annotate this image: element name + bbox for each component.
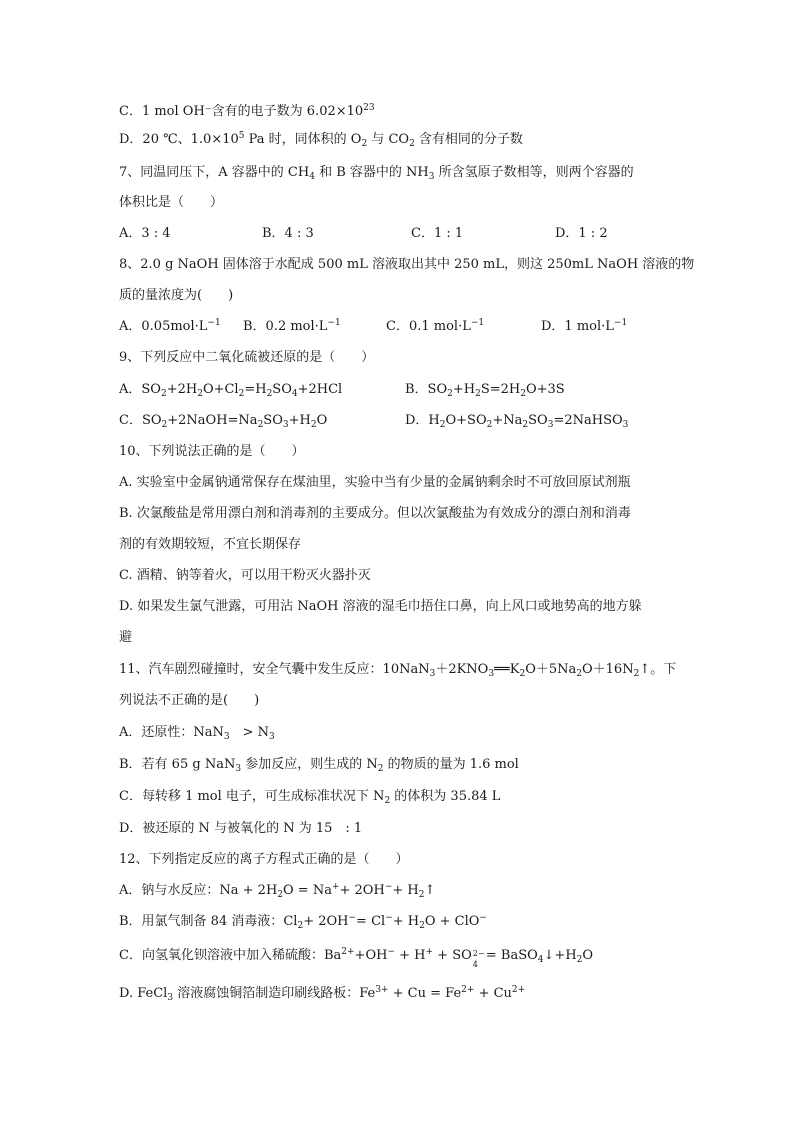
text-run: +2H: [166, 382, 198, 397]
text-run: 11、汽车剧烈碰撞时，安全气囊中发生反应：10NaN: [119, 662, 430, 677]
q12-option-b: [119, 913, 487, 931]
superscript: −1: [613, 318, 628, 328]
q8-option-c: [386, 318, 484, 336]
text-run: A．还原性：NaN: [119, 725, 224, 740]
superscript: −: [479, 913, 487, 923]
text-run: C．每转移 1 mol 电子，可生成标准状况下 N: [119, 789, 385, 804]
text-run: 7、同温同压下，A 容器中的 CH: [119, 165, 310, 180]
q9-stem: 9、下列反应中二氧化硫被还原的是（ ）: [119, 350, 375, 365]
subscript: 2: [576, 669, 582, 679]
superscript: 2−: [472, 949, 485, 958]
subscript: 3: [428, 172, 435, 182]
subscript: 4: [309, 172, 315, 182]
subscript: 2: [633, 669, 640, 679]
subscript: 2: [277, 890, 284, 900]
text-run: +H: [288, 413, 311, 428]
subscript: 2: [310, 420, 317, 430]
text-run: + H: [394, 948, 426, 963]
text-run: B．用氯气制备 84 消毒液：Cl: [119, 914, 298, 929]
q11-option-a: [119, 724, 275, 742]
text-run: A．SO: [119, 382, 161, 397]
text-run: SO: [528, 413, 548, 428]
subscript: 2: [409, 139, 415, 149]
subscript: 2: [384, 796, 391, 806]
superscript: 2+: [461, 985, 475, 995]
text-run: D．H: [405, 413, 440, 428]
q10-option-b-line2: 剂的有效期较短，不宜长期保存: [119, 537, 302, 552]
text-run: + 2OH: [303, 914, 349, 929]
subscript: 2: [238, 389, 245, 399]
text-run: +2HCl: [297, 382, 343, 397]
text-run: O＋5Na: [525, 662, 577, 677]
text-run: O: [316, 413, 328, 428]
text-run: O+Cl: [202, 382, 239, 397]
superscript: −: [385, 913, 393, 923]
text-run: =2NaHSO: [553, 413, 623, 428]
q11-stem-line1: [119, 661, 676, 679]
text-run: ＋2KNO: [435, 662, 489, 677]
text-run: 和 B 容器中的 NH: [314, 165, 429, 180]
text-run: B．SO: [405, 382, 448, 397]
subscript: 3: [282, 420, 289, 430]
text-run: +Na: [492, 413, 523, 428]
subscript: 2: [486, 420, 493, 430]
q10-option-b-line1: B. 次氯酸盐是常用漂白剂和消毒剂的主要成分。但以次氯酸盐为有效成分的漂白剂和消毒: [119, 506, 631, 521]
text-run: Pa 时，同体积的 O: [244, 132, 362, 147]
q11-option-c: [119, 788, 500, 806]
text-run: O = Na: [283, 883, 332, 898]
subscript: 3: [547, 420, 554, 430]
q11-stem-line2: 列说法不正确的是( ): [119, 693, 260, 708]
subscript: 2: [266, 389, 273, 399]
superscript: 23: [363, 103, 375, 113]
text-run: SO: [272, 382, 292, 397]
text-run: 所含氢原子数相等，则两个容器的: [434, 165, 634, 180]
q8-stem-line1: 8、2.0 g NaOH 固体溶于水配成 500 mL 溶液取出其中 250 mL，则这 250mL NaOH 溶液的物: [119, 257, 695, 272]
text-run: A．钠与水反应：Na + 2H: [119, 883, 278, 898]
text-run: + SO: [433, 948, 472, 963]
text-run: 的体积为 35.84 L: [390, 789, 501, 804]
text-run: +H: [452, 382, 476, 397]
text-run: B．0.2 mol·L: [243, 319, 328, 334]
subscript: 3: [488, 669, 495, 679]
superscript: −1: [327, 318, 341, 328]
text-run: D．20 ℃、1.0×10: [119, 132, 239, 147]
q11-option-d: D．被还原的 N 与被氧化的 N 为 15 : 1: [119, 821, 363, 836]
text-run: 含有相同的分子数: [414, 132, 523, 147]
subscript: 2: [161, 420, 168, 430]
text-run: O: [582, 948, 594, 963]
text-run: +2NaOH=Na: [167, 413, 258, 428]
superscript: +: [331, 882, 340, 892]
superscript: −1: [470, 318, 485, 328]
text-run: +OH: [354, 948, 388, 963]
text-run: SO: [263, 413, 283, 428]
subscript: 3: [622, 420, 629, 430]
text-run: 参加反应，则生成的 N: [241, 757, 378, 772]
q12-option-a: [119, 882, 435, 900]
superscript: −1: [207, 318, 221, 328]
superscript: 2+: [511, 985, 526, 995]
subscript: 2: [361, 139, 368, 149]
text-run: ↑: [424, 883, 436, 898]
text-run: C．向氢氧化钡溶液中加入稀硫酸：Ba: [119, 948, 342, 963]
q10-option-c: C. 酒精、钠等着火，可以用干粉灭火器扑灭: [119, 568, 371, 583]
subscript: 2: [519, 669, 526, 679]
q7-option-b: B．4 : 3: [262, 226, 314, 241]
text-run: ⁻含有的电子数为 6.02×10: [204, 104, 364, 119]
q12-stem: 12、下列指定反应的离子方程式正确的是（ ）: [119, 852, 409, 867]
q10-stem: 10、下列说法正确的是（ ）: [119, 444, 305, 459]
q7-option-c: C．1 : 1: [411, 226, 464, 241]
q7-stem-line2: 体积比是（ ）: [119, 195, 224, 210]
subscript: 4: [472, 960, 478, 969]
subscript: 2: [418, 890, 425, 900]
text-run: 的物质的量为 1.6 mol: [383, 757, 519, 772]
subscript: 2: [257, 420, 264, 430]
text-run: = Cl: [356, 914, 386, 929]
superscript: −: [384, 882, 393, 892]
subscript: 2: [297, 921, 304, 931]
text-run: ══K: [494, 662, 520, 677]
q9-option-d: [405, 412, 628, 430]
q10-option-d-line1: D. 如果发生氯气泄露，可用沾 NaOH 溶液的湿毛巾捂住口鼻，向上风口或地势高的地方躲: [119, 599, 642, 614]
q12-option-d: [119, 985, 525, 1003]
text-run: S=2H: [480, 382, 521, 397]
subscript: 3: [429, 669, 436, 679]
text-run: + 2OH: [339, 883, 385, 898]
q10-option-a: A. 实验室中金属钠通常保存在煤油里，实验中当有少量的金属钠剩余时不可放回原试剂瓶: [119, 475, 631, 490]
subscript: 2: [522, 420, 529, 430]
q9-option-c: [119, 412, 327, 430]
subscript: 2: [160, 389, 167, 399]
q6-option-c: [119, 103, 375, 121]
text-run: D．1 mol·L: [541, 319, 614, 334]
subscript: 2: [447, 389, 453, 399]
subscript: 3: [223, 732, 230, 742]
q7-option-a: A．3 : 4: [119, 226, 171, 241]
subscript: 4: [537, 955, 544, 965]
superscript: 3+: [375, 985, 389, 995]
text-run: ↓+H: [543, 948, 577, 963]
q7-option-d: D．1 : 2: [555, 226, 608, 241]
sulfate-charge-index: [472, 947, 485, 969]
superscript: 2+: [341, 947, 355, 957]
text-run: + Cu = Fe: [388, 986, 462, 1001]
q8-option-d: [541, 318, 627, 336]
q9-option-b: [405, 381, 565, 399]
text-run: = BaSO: [481, 948, 538, 963]
q7-stem-line1: [119, 164, 634, 182]
q12-option-c: [119, 947, 594, 969]
text-run: B．若有 65 g NaN: [119, 757, 236, 772]
subscript: 3: [167, 993, 174, 1003]
subscript: 2: [439, 420, 446, 430]
subscript: 2: [419, 921, 425, 931]
text-run: O+3S: [525, 382, 565, 397]
superscript: −: [387, 947, 395, 957]
q8-option-a: [119, 318, 221, 336]
superscript: 5: [238, 131, 245, 141]
text-run: D. FeCl: [119, 986, 168, 1001]
subscript: 3: [235, 764, 242, 774]
q10-option-d-line2: 避: [119, 630, 133, 645]
text-run: 与 CO: [367, 132, 410, 147]
superscript: −: [348, 913, 357, 923]
text-run: O+SO: [445, 413, 487, 428]
text-run: C．SO: [119, 413, 162, 428]
subscript: 2: [197, 389, 203, 399]
subscript: 2: [576, 955, 583, 965]
text-run: C．1 mol OH: [119, 104, 205, 119]
q8-option-b: [243, 318, 341, 336]
text-run: + Cu: [474, 986, 512, 1001]
text-run: 溶液腐蚀铜箔制造印刷线路板：Fe: [173, 986, 376, 1001]
text-run: + H: [392, 883, 419, 898]
subscript: 4: [291, 389, 298, 399]
subscript: 2: [377, 764, 384, 774]
text-run: =H: [244, 382, 267, 397]
text-run: O + ClO: [424, 914, 480, 929]
q11-option-b: [119, 756, 519, 774]
q9-option-a: [119, 381, 342, 399]
text-run: ↑。下: [639, 662, 677, 677]
q6-option-d: [119, 131, 523, 149]
text-run: + H: [392, 914, 420, 929]
subscript: 2: [475, 389, 481, 399]
text-run: C．0.1 mol·L: [386, 319, 471, 334]
text-run: A．0.05mol·L: [119, 319, 208, 334]
superscript: +: [425, 947, 434, 957]
text-run: > N: [229, 725, 270, 740]
subscript: 3: [269, 732, 275, 742]
text-run: O＋16N: [582, 662, 634, 677]
q8-stem-line2: 质的量浓度为( ): [119, 288, 234, 303]
subscript: 2: [520, 389, 526, 399]
